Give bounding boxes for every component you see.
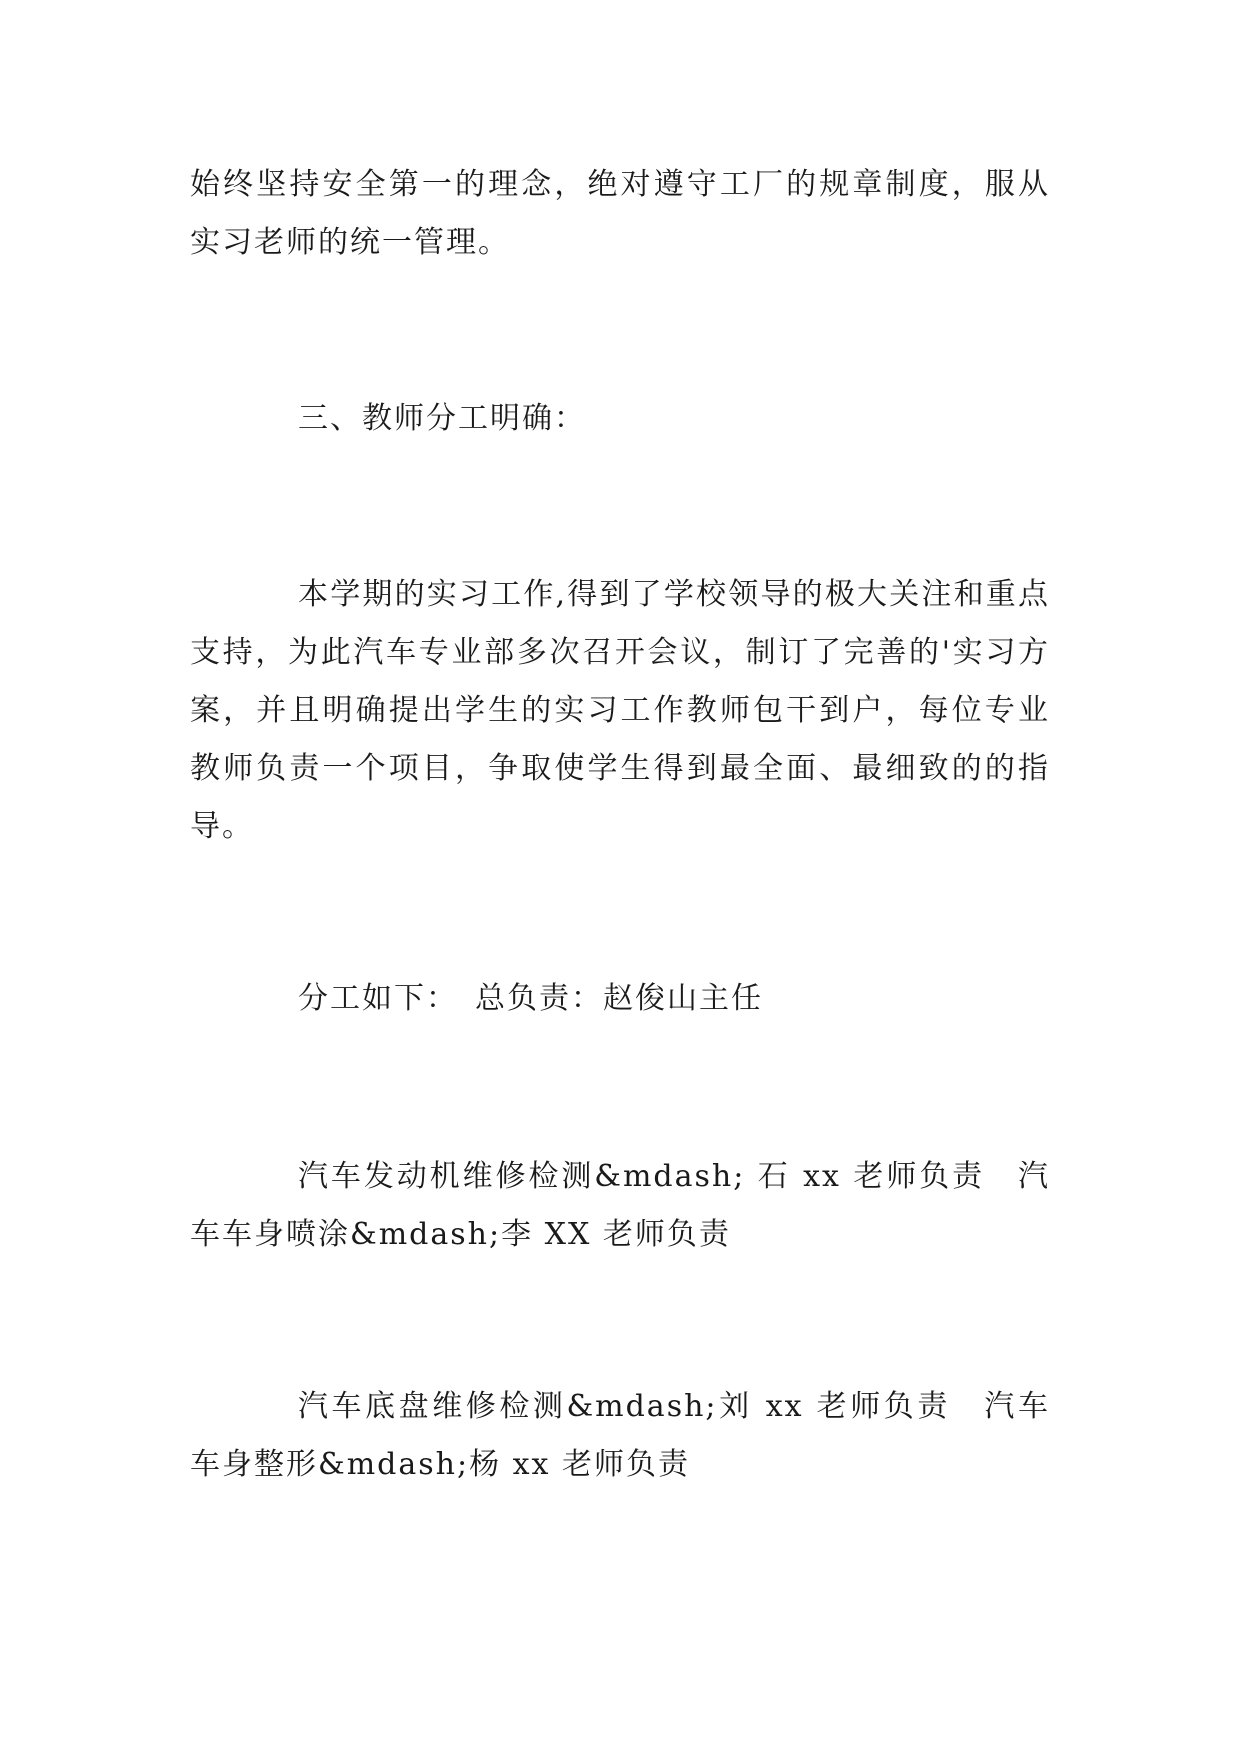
section-heading-teacher-division: 三、教师分工明确： — [298, 401, 586, 436]
paragraph-safety-rules: 始终坚持安全第一的理念，绝对遵守工厂的规章制度，服从实习老师的统一管理。 — [190, 167, 1050, 260]
paragraph-internship-work: 本学期的实习工作,得到了学校领导的极大关注和重点支持，为此汽车专业部多次召开会议，制订了完善的'实习方案，并且明确提出学生的实习工作教师包干到户，每位专业教师负责一个项目，争取使学生得到最全面、最细致的的指导。 — [190, 577, 1050, 844]
paragraph-engine-and-paint-assignments: 汽车发动机维修检测&mdash; 石 xx 老师负责 汽车车身喷涂&mdash;李 XX 老师负责 — [190, 1159, 1050, 1252]
paragraph-division-overview: 分工如下： 总负责：赵俊山主任 — [298, 981, 763, 1016]
paragraph-chassis-and-body-assignments: 汽车底盘维修检测&mdash;刘 xx 老师负责 汽车车身整形&mdash;杨 xx 老师负责 — [190, 1389, 1050, 1482]
